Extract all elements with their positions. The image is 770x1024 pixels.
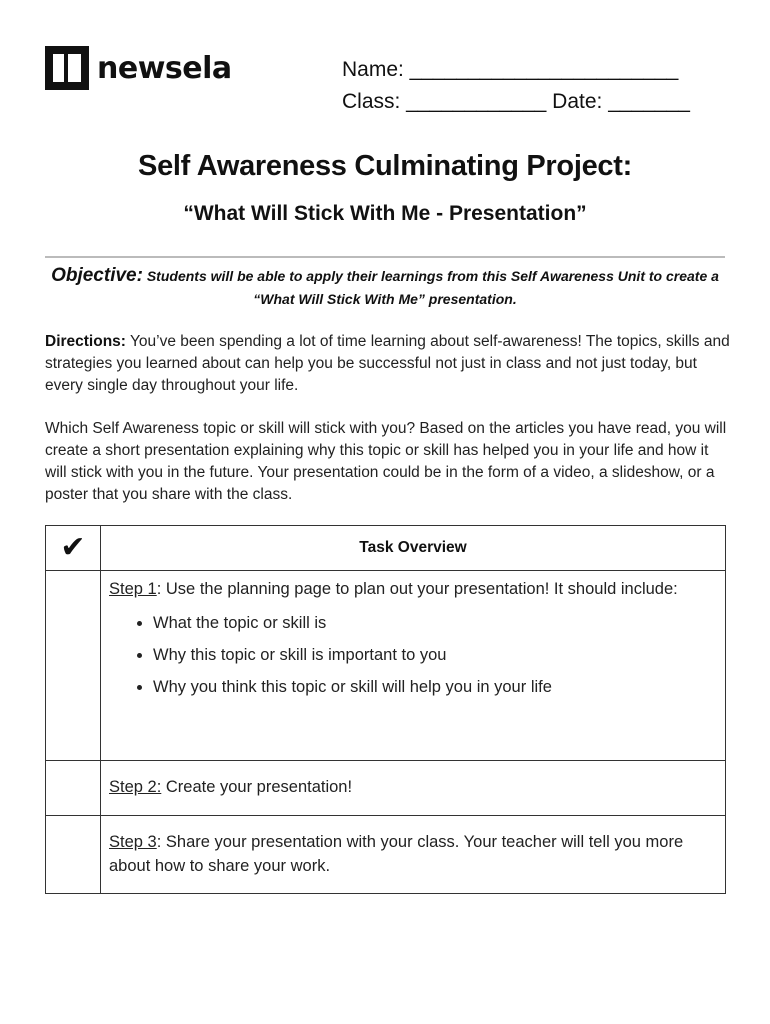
directions-text: You’ve been spending a lot of time learning about self-awareness! The topics, skills and strategies you learned about can help you be successful not just in class and not just today, but every single day throughout your life. [45,333,730,394]
step-1-label: Step 1 [109,580,157,598]
list-item: • Why this topic or skill is important to you [153,639,717,671]
directions-label: Directions: [45,333,126,350]
logo-text: newsela [97,50,232,86]
table-row [46,571,726,761]
class-date-line: Class: ____________ Date: _______ [342,90,690,113]
list-item: • Why you think this topic or skill will help you in your life [153,671,717,703]
step-3-cell [101,816,726,894]
step-2-checkbox-cell[interactable] [46,761,101,816]
step-3-checkbox-cell[interactable] [46,816,101,894]
list-item: • What the topic or skill is [153,607,717,639]
instructions-paragraph: Which Self Awareness topic or skill will stick with you? Based on the articles you have read, you will create a short presentation explaining why this topic or skill has helped you in your life and how it will stick with you in the future. Your presentation could be in the form of a video, a slideshow, or a poster that you share with the class. [45,420,727,503]
name-line: Name: _______________________ [342,58,679,81]
newsela-logo [45,46,232,90]
task-overview-table [45,525,726,894]
task-overview-header: Task Overview [101,526,726,571]
step-3-text: : Share your presentation with your class. Your teacher will tell you more about how to share your work. [109,833,684,875]
table-header-row [46,526,726,571]
step-2-text: Create your presentation! [161,778,353,796]
step-1-checkbox-cell[interactable] [46,571,101,761]
table-row [46,816,726,894]
page-title: Self Awareness Culminating Project: [138,150,632,182]
objective-label: Objective: [51,265,143,286]
directions-paragraph [45,331,730,397]
objective-text: Students will be able to apply their learnings from this Self Awareness Unit to create a “What Will Stick With Me” presentation. [146,268,719,307]
newsela-logo-icon [45,46,89,90]
check-column-header [46,526,101,571]
objective [50,264,720,311]
step-1-bullets [109,607,717,703]
table-row [46,761,726,816]
step-1-text: : Use the planning page to plan out your presentation! It should include: [156,580,678,598]
step-3-label: Step 3 [109,833,157,851]
student-info [342,54,690,118]
step-1-cell [101,571,726,761]
checkmark-icon: ✔ [60,531,86,564]
step-2-label: Step 2: [109,778,162,796]
page-subtitle: “What Will Stick With Me - Presentation” [183,202,587,225]
divider [45,256,725,258]
step-2-cell [101,761,726,816]
